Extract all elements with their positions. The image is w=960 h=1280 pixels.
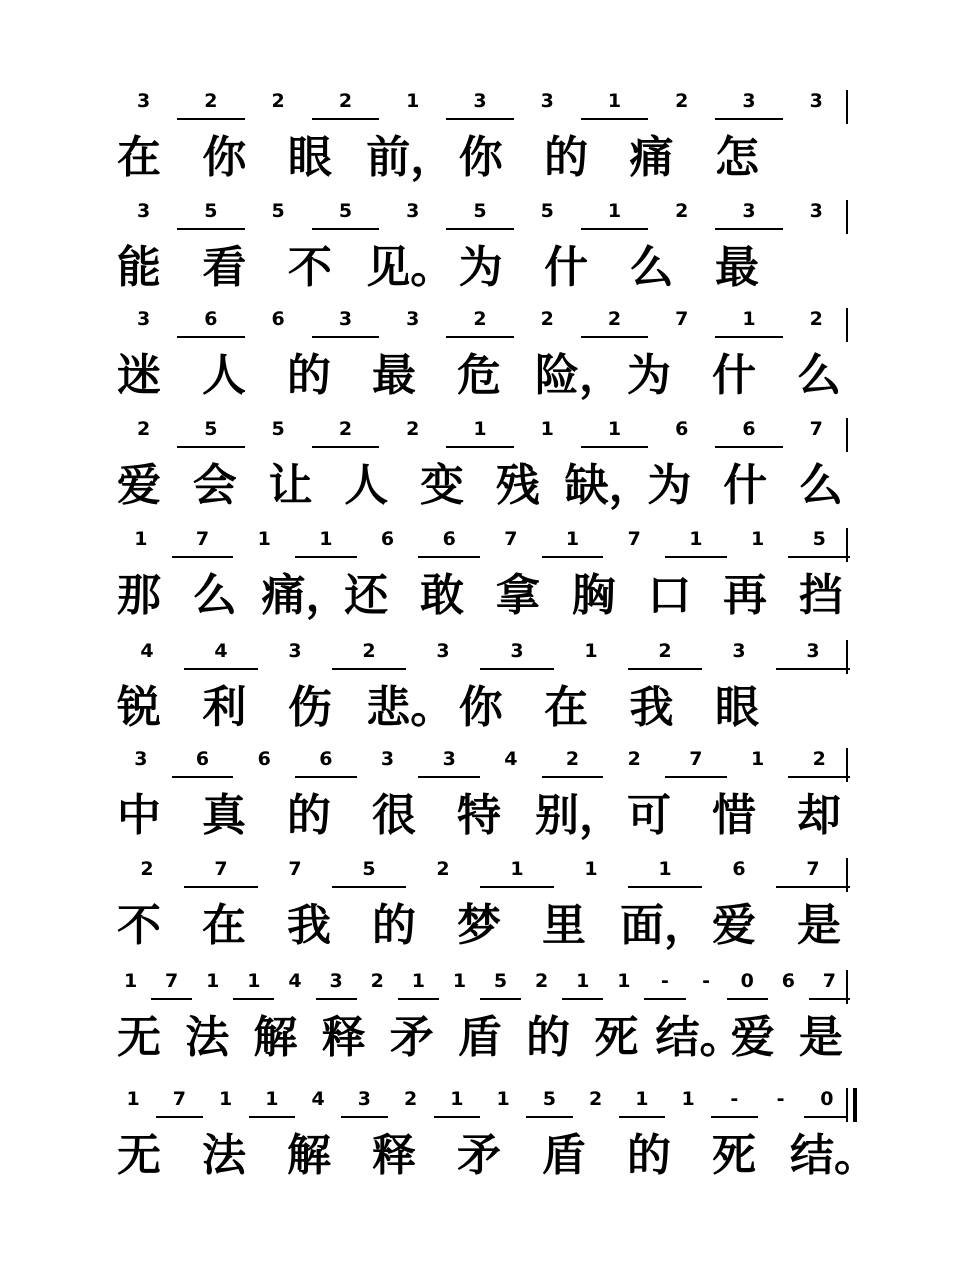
lyric-char: 别， (535, 790, 623, 841)
note: 1 (496, 1088, 510, 1110)
note: 1 (434, 1088, 480, 1118)
lyric-char: 让 (268, 460, 313, 511)
lyric-char: 看 (202, 242, 247, 293)
note: 3 (288, 640, 302, 662)
note: 3 (540, 90, 554, 112)
lyric-char: 会 (192, 460, 237, 511)
music-system (0, 1088, 960, 1198)
lyric-char: 痛 (629, 132, 674, 183)
note-row (110, 90, 850, 126)
note: 1 (126, 1088, 140, 1110)
lyric-char: 的 (287, 350, 331, 401)
note: 2 (675, 200, 689, 222)
lyric-char: 为 (647, 460, 692, 511)
note: 6 (781, 970, 795, 992)
lyric-char: 结。 (790, 1130, 878, 1181)
note: 4 (288, 970, 302, 992)
note: 6 (675, 418, 689, 440)
note: 1 (581, 200, 648, 230)
lyric-char: 挡 (798, 570, 843, 621)
note: 5 (177, 418, 244, 448)
note: - (711, 1088, 757, 1118)
lyric-char: 什 (712, 350, 756, 401)
lyric-char: 是 (798, 1012, 843, 1063)
lyric-char: 不 (287, 242, 332, 293)
lyric-char: 最 (714, 242, 759, 293)
note: 7 (809, 970, 850, 1000)
lyric-char: 为 (627, 350, 671, 401)
note: 6 (172, 748, 234, 778)
lyric-char: 的 (627, 1130, 671, 1181)
note: 1 (581, 90, 648, 120)
lyric-char: 见。 (366, 242, 455, 293)
lyric-char: 盾 (542, 1130, 586, 1181)
music-system (0, 970, 960, 1080)
note: 1 (249, 1088, 295, 1118)
note: 3 (715, 200, 782, 230)
note: 3 (809, 200, 823, 222)
note: 3 (732, 640, 746, 662)
note-row (110, 418, 850, 454)
note: 2 (406, 418, 420, 440)
note-row (110, 970, 850, 1006)
note: 1 (681, 1088, 695, 1110)
lyric-row (110, 786, 848, 846)
note: 2 (675, 90, 689, 112)
lyric-char: 你 (458, 132, 503, 183)
lyric-char: 再 (723, 570, 768, 621)
barline (846, 1088, 853, 1122)
lyric-char: 可 (627, 790, 671, 841)
note: 7 (156, 1088, 202, 1118)
lyric-char: 你 (202, 132, 247, 183)
barline (846, 308, 848, 342)
note: 3 (137, 90, 151, 112)
note-row (110, 748, 850, 784)
note: 7 (504, 528, 518, 550)
note: 3 (316, 970, 357, 1000)
note: 6 (271, 308, 285, 330)
lyric-row (110, 566, 850, 626)
note: 2 (332, 640, 406, 670)
note: 7 (184, 858, 258, 888)
lyric-char: 你 (458, 682, 503, 733)
barline (846, 200, 848, 234)
note: 3 (380, 748, 395, 770)
note: 3 (776, 640, 850, 670)
lyric-char: 爱 (712, 900, 756, 951)
note: - (702, 970, 711, 992)
music-system (0, 308, 960, 418)
lyric-char: 么 (192, 570, 237, 621)
note: 3 (137, 308, 151, 330)
lyric-char: 利 (202, 682, 247, 733)
note: - (776, 1088, 785, 1110)
note: 2 (137, 418, 151, 440)
note: 6 (732, 858, 746, 880)
note: 1 (123, 970, 138, 992)
note: 1 (446, 418, 513, 448)
lyric-char: 盾 (457, 1012, 502, 1063)
lyric-char: 爱 (117, 460, 161, 511)
note: 3 (715, 90, 782, 120)
note: 3 (341, 1088, 387, 1118)
lyric-char: 悲。 (366, 682, 455, 733)
note: 1 (257, 528, 271, 550)
lyric-row (110, 678, 766, 738)
note-row (110, 308, 850, 344)
lyric-char: 在 (544, 682, 589, 733)
note: 7 (675, 308, 689, 330)
note: 5 (540, 200, 554, 222)
note: 6 (177, 308, 244, 338)
note: - (644, 970, 685, 1000)
lyric-char: 矛 (389, 1012, 434, 1063)
barline (846, 858, 848, 892)
lyric-char: 人 (344, 460, 389, 511)
lyric-char: 拿 (495, 570, 540, 621)
note: 3 (312, 308, 379, 338)
lyric-char: 死 (594, 1012, 639, 1063)
note: 5 (788, 528, 850, 558)
lyric-char: 迷 (117, 350, 161, 401)
lyric-char: 无 (117, 1130, 161, 1181)
lyric-char: 释 (321, 1012, 366, 1063)
note: 1 (542, 528, 604, 558)
note: 5 (446, 200, 513, 230)
lyric-char: 能 (117, 242, 161, 293)
note: 1 (480, 858, 554, 888)
note: 4 (184, 640, 258, 670)
note: 2 (581, 308, 648, 338)
note: 4 (140, 640, 154, 662)
note: 1 (750, 748, 765, 770)
note: 3 (809, 90, 823, 112)
note: 4 (311, 1088, 325, 1110)
lyric-char: 真 (202, 790, 246, 841)
note: 2 (628, 640, 702, 670)
barline (846, 970, 848, 1004)
lyric-char: 在 (117, 132, 161, 183)
lyric-char: 梦 (457, 900, 501, 951)
note: 1 (398, 970, 439, 1000)
lyric-char: 胸 (571, 570, 616, 621)
note: 3 (480, 640, 554, 670)
note: 7 (776, 858, 850, 888)
note: 0 (727, 970, 768, 1000)
note: 2 (589, 1088, 603, 1110)
lyric-char: 口 (647, 570, 692, 621)
note: 2 (271, 90, 285, 112)
lyric-char: 最 (372, 350, 416, 401)
lyric-char: 里 (542, 900, 586, 951)
lyric-char: 痛， (261, 570, 350, 621)
lyric-row (110, 1008, 850, 1068)
note: 2 (535, 970, 549, 992)
lyric-char: 的 (526, 1012, 571, 1063)
lyric-char: 中 (117, 790, 161, 841)
lyric-char: 变 (420, 460, 465, 511)
note: 5 (271, 418, 285, 440)
note: 7 (809, 418, 823, 440)
lyric-char: 伤 (287, 682, 332, 733)
note: 6 (295, 748, 357, 778)
note: 6 (418, 528, 480, 558)
lyric-char: 在 (202, 900, 246, 951)
lyric-char: 什 (544, 242, 589, 293)
note: 1 (665, 528, 727, 558)
note: 5 (271, 200, 285, 222)
lyric-char: 无 (117, 1012, 161, 1063)
lyric-char: 缺， (564, 460, 653, 511)
note: 1 (584, 640, 598, 662)
note: 4 (504, 748, 518, 770)
music-system (0, 640, 960, 750)
lyric-char: 解 (253, 1012, 298, 1063)
note: 2 (542, 748, 604, 778)
note: 2 (809, 308, 823, 330)
note: 1 (715, 308, 782, 338)
music-system (0, 858, 960, 968)
note: 3 (137, 200, 151, 222)
lyric-char: 么 (798, 460, 843, 511)
note: 1 (581, 418, 648, 448)
lyric-char: 的 (544, 132, 589, 183)
note: 3 (406, 308, 420, 330)
lyric-char: 特 (457, 790, 501, 841)
lyric-char: 很 (372, 790, 416, 841)
note: 3 (418, 748, 480, 778)
barline (846, 90, 848, 124)
lyric-char: 危 (457, 350, 501, 401)
note: 2 (404, 1088, 418, 1110)
note: 1 (628, 858, 702, 888)
note: 1 (406, 90, 420, 112)
lyric-char: 还 (344, 570, 389, 621)
lyric-char: 眼 (287, 132, 332, 183)
lyric-char: 释 (372, 1130, 416, 1181)
lyric-char: 残 (495, 460, 540, 511)
note: 1 (617, 970, 631, 992)
note: 2 (177, 90, 244, 120)
lyric-char: 的 (287, 790, 331, 841)
note: 3 (446, 90, 513, 120)
lyric-char: 矛 (457, 1130, 501, 1181)
lyric-char: 那 (117, 570, 161, 621)
note: 2 (312, 418, 379, 448)
note: 3 (406, 200, 420, 222)
lyric-char: 法 (202, 1130, 246, 1181)
barline (846, 528, 848, 562)
note: 7 (288, 858, 302, 880)
note: 1 (562, 970, 603, 1000)
note-row (110, 200, 850, 236)
note: 2 (140, 858, 154, 880)
lyric-char: 什 (723, 460, 768, 511)
lyric-char: 不 (117, 900, 161, 951)
lyric-char: 我 (629, 682, 674, 733)
lyric-char: 怎 (714, 132, 759, 183)
note: 1 (233, 970, 274, 1000)
music-system (0, 90, 960, 200)
lyric-char: 险， (535, 350, 623, 401)
barline (846, 418, 848, 452)
note-row (110, 640, 850, 676)
lyric-char: 锐 (117, 682, 161, 733)
music-system (0, 528, 960, 638)
lyric-char: 爱 (730, 1012, 775, 1063)
lyric-char: 我 (287, 900, 331, 951)
note: 2 (627, 748, 641, 770)
note-row (110, 528, 850, 564)
note: 1 (750, 528, 765, 550)
lyric-char: 人 (202, 350, 246, 401)
note: 5 (480, 970, 521, 1000)
lyric-char: 法 (185, 1012, 230, 1063)
note: 2 (312, 90, 379, 120)
barline (846, 748, 848, 782)
note: 1 (619, 1088, 665, 1118)
note: 7 (627, 528, 641, 550)
note: 1 (134, 528, 148, 550)
note: 2 (788, 748, 850, 778)
note: 1 (452, 970, 467, 992)
note: 6 (380, 528, 395, 550)
lyric-row (110, 346, 848, 406)
note-row (110, 858, 850, 894)
lyric-char: 面， (620, 900, 708, 951)
lyric-row (110, 896, 848, 956)
lyric-char: 惜 (712, 790, 756, 841)
note: 2 (446, 308, 513, 338)
lyric-char: 为 (458, 242, 503, 293)
note-row (110, 1088, 850, 1124)
note: 1 (295, 528, 357, 558)
music-system (0, 200, 960, 310)
note: 7 (172, 528, 234, 558)
note: 3 (134, 748, 148, 770)
note: 7 (665, 748, 727, 778)
note: 6 (257, 748, 271, 770)
note: 1 (219, 1088, 233, 1110)
note: 6 (715, 418, 782, 448)
lyric-char: 结。 (655, 1012, 744, 1063)
music-system (0, 748, 960, 858)
lyric-char: 是 (797, 900, 841, 951)
lyric-char: 前， (366, 132, 455, 183)
lyric-char: 解 (287, 1130, 331, 1181)
note: 5 (526, 1088, 572, 1118)
lyric-row (110, 238, 766, 298)
note: 1 (206, 970, 220, 992)
barline (846, 640, 848, 674)
note: 1 (540, 418, 554, 440)
lyric-row (110, 456, 850, 516)
note: 0 (804, 1088, 850, 1118)
note: 2 (540, 308, 554, 330)
lyric-char: 眼 (714, 682, 759, 733)
lyric-char: 么 (629, 242, 674, 293)
note: 2 (370, 970, 384, 992)
note: 1 (584, 858, 598, 880)
note: 7 (151, 970, 192, 1000)
music-system (0, 418, 960, 528)
lyric-row (110, 128, 766, 188)
note: 2 (436, 858, 450, 880)
note: 5 (312, 200, 379, 230)
lyric-char: 死 (712, 1130, 756, 1181)
note: 3 (436, 640, 450, 662)
note: 5 (332, 858, 406, 888)
lyric-char: 敢 (420, 570, 465, 621)
lyric-char: 么 (797, 350, 841, 401)
note: 5 (177, 200, 244, 230)
lyric-row (110, 1126, 878, 1186)
lyric-char: 的 (372, 900, 416, 951)
lyric-char: 却 (797, 790, 841, 841)
